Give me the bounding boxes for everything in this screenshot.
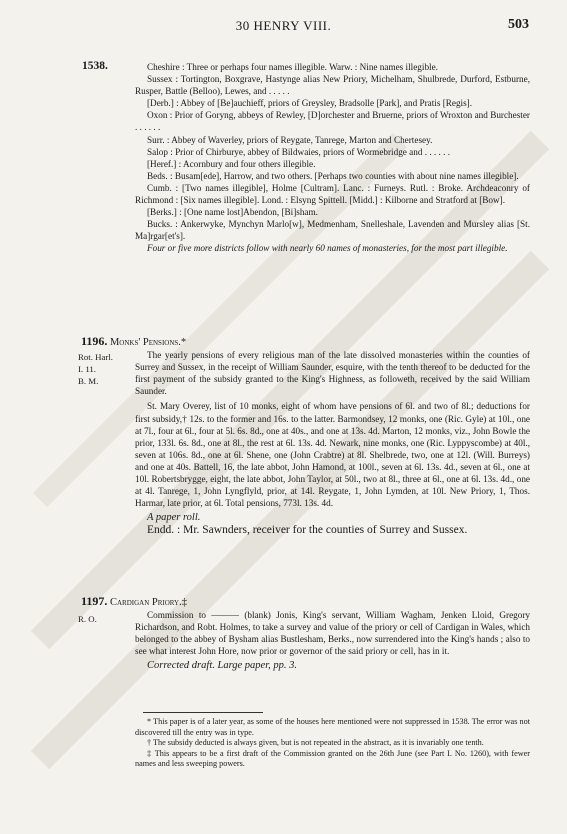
entry-heading — [81, 335, 530, 349]
source-line: Rot. Harl. — [78, 352, 113, 362]
entry-paragraph: St. Mary Overey, list of 10 monks, eight of whom have pensions of 6l. and two of 8l.; deductions for first subsidy,† 12s. to the former and 16s. to the latter. Barmondsey, 12 monks, one (Ric. Gyle) at 10l., one at 7l., four at 6l., four at 5l. 6s. 8d., one at 40s., and one at 13s. 4d. Marton, 12 monks, viz., John Bowle the prior, 133l. 6s. 8d., one at 8l., the rest at 6l. 13s. 4d. Newark, nine monks, one (Ric. Lyppyscombe) at 40l., seven at 106s. 8d., one at 6l. Shene, one (John Crabtre) at 8l. Shelbrede, two, one at 12l. (Will. Burreys) and one at 40s. Battell, 16, the late abbot, John Hamond, at 100l., seven at 6l. 13s. 4d., seven at 6l., one at 10l. Robertsbrygge, eight, the late abbot, John Taylor, at 50l., two at 8l., three at 6l., one at 6l. 13s. 4d., one at 4l. Tanrege, 1, John Lyngflyld, prior, at 14l. Reygate, 1, John Lymden, at 10l. New Priory, 1, Thos. Harmar, late prior, at 6l. Total pensions, 773l. 13s. 4d. — [135, 401, 530, 509]
county-line: [Berks.] : [One name lost]Abendon, [Bi]sham. — [147, 207, 318, 218]
running-header — [0, 18, 567, 36]
footnote: * This paper is of a later year, as some of the houses here mentioned were not suppressed in 1538. The error was not discovered till the entry was in type. — [135, 717, 530, 737]
county-line: Surr. : Abbey of Waverley, priors of Reygate, Tanrege, Marton and Chertesey. — [147, 134, 433, 145]
county-line: Cheshire : Three or perhaps four names illegible. Warw. : Nine names illegible. — [147, 62, 438, 72]
entry-title: Cardigan Priory.‡ — [109, 597, 187, 608]
county-line: Bucks. : Ankerwyke, Mynchyn Marlo[w], Medmenham, Snelleshale, Lavenden and Mursley alias [St. Ma]rgar[et's]. — [135, 219, 530, 242]
entry-paragraph: The yearly pensions of every religious man of the late dissolved monasteries within the counties of Surrey and Sussex, in the receipt of William Saunder, esquire, with the tenth thereof to be deducted for the first payment of the subsidy granted to the King's Highness, as followeth, received by the said William Saunder. — [135, 350, 530, 397]
county-line: Oxon : Prior of Goryng, abbeys of Rewley, [D]orchester and Bruerne, priors of Wroxton and Burchester . . . . . . — [135, 110, 530, 133]
endorsement: Endd. : Mr. Sawnders, receiver for the counties of Surrey and Sussex. — [147, 524, 468, 537]
footnote-rule — [143, 712, 263, 713]
page-number: 503 — [508, 17, 529, 32]
source-line: R. O. — [78, 614, 97, 624]
county-line: Cumb. : [Two names illegible], Holme [Cultram]. Lanc. : Furneys. Rutl. : Broke. Archdeaconry of Richmond : [Six names illegible]. Lond. : Elsyng Spittell. [Midd.] : Kilborne and Stratford at [Bow]. — [135, 182, 530, 206]
entry-number: 1197. — [81, 594, 108, 608]
county-line: [Derb.] : Abbey of [Be]auchieff, priors of Greysley, Bradsolle [Park], and Pratis [Regis]. — [147, 98, 473, 109]
county-line: Beds. : Busam[ede], Harrow, and two others. [Perhaps two counties with about nine names illegible]. — [147, 170, 519, 181]
county-closing-note: Four or five more districts follow with nearly 60 names of monasteries, for the most part illegible. — [147, 243, 508, 254]
county-list — [135, 61, 530, 255]
entry-title: Monks' Pensions.* — [109, 337, 187, 348]
source-line: I. 11. — [78, 364, 96, 374]
source-reference — [78, 351, 130, 387]
entry-note: Corrected draft. Large paper, pp. 3. — [147, 660, 298, 672]
source-line: B. M. — [78, 376, 99, 386]
entry-note: A paper roll. — [147, 512, 201, 524]
county-line: Salop : Prior of Chirburye, abbey of Bildwaies, priors of Wormebridge and . . . . . . — [147, 146, 450, 157]
footnote: ‡ This appears to be a first draft of the Commission granted on the 26th June (see Part I. No. 1260), with fewer names and less sweeping powers. — [135, 748, 530, 769]
county-line: Sussex : Tortington, Boxgrave, Hastynge alias New Priory, Michelham, Shulbrede, Durford, Estburne, Rusper, Battle (Belloo), Lewes, and . . . . . — [135, 74, 530, 97]
year-label: 1538. — [82, 60, 108, 72]
entry-paragraph: Commission to ——— (blank) Jonis, King's servant, William Wagham, Jenken Lloid, Gregory Richardson, and Robt. Holmes, to take a survey and value of the priory or cell of Cardigan in Wales, which belonged to the abbey of Bysham alias Bustlesham, Berks., now surrendered into the King's hands ; also to see what interest John Hore, now prior or governor of the said priory or cell, has in it. — [135, 610, 530, 657]
county-line: [Heref.] : Acornbury and four others illegible. — [147, 158, 316, 169]
entry-heading — [81, 595, 530, 609]
footnotes — [135, 706, 530, 770]
entry-number: 1196. — [81, 334, 108, 348]
source-reference — [78, 613, 130, 625]
running-title: 30 HENRY VIII. — [235, 18, 332, 33]
entry-1197 — [81, 589, 530, 673]
footnote: † The subsidy deducted is always given, but is not repeated in the abstract, as it is invariably one tenth. — [147, 738, 484, 748]
